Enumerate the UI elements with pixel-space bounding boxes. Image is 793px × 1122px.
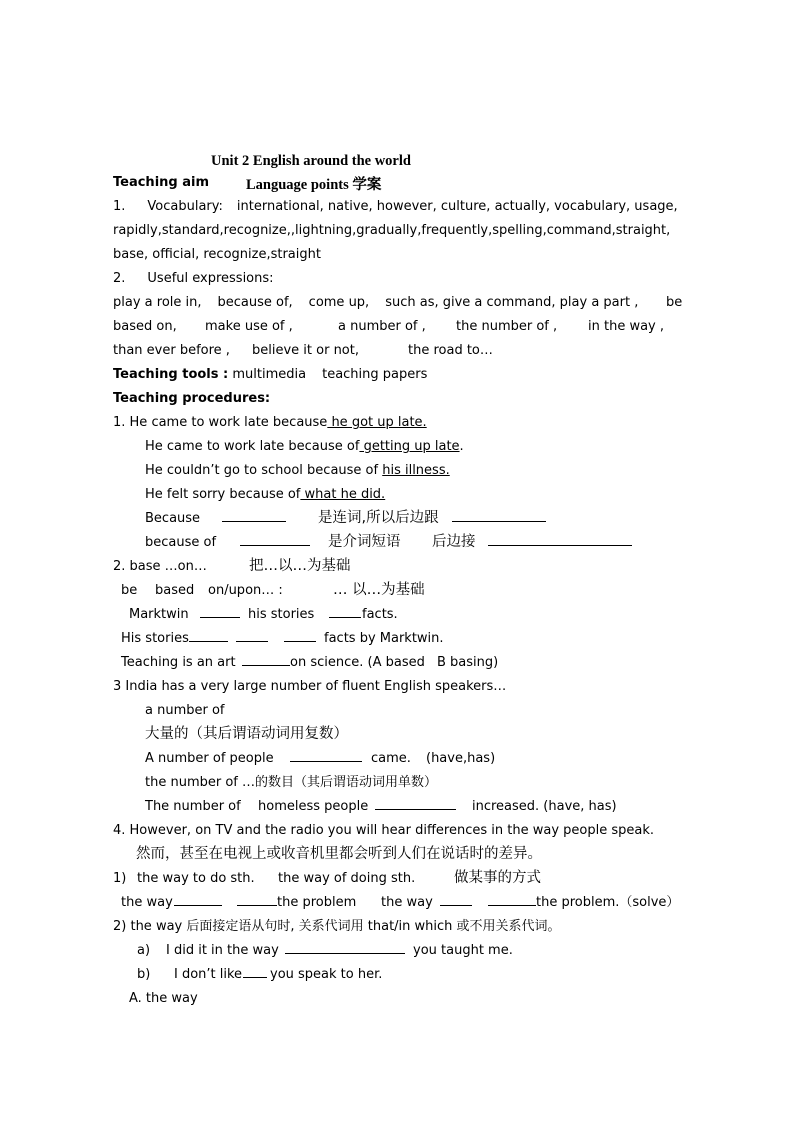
answer-blank[interactable] <box>240 532 310 546</box>
s1-line-6-note: 是介词短语 <box>328 534 401 550</box>
s4-blank-wrap <box>440 892 472 912</box>
answer-blank[interactable] <box>243 964 267 978</box>
s4-line-7-c: you speak to her. <box>270 967 383 982</box>
s3-line-5: the number of …的数目（其后谓语动词用单数） <box>145 775 437 790</box>
s1-line-5-blank-wrap <box>222 508 286 528</box>
answer-blank[interactable] <box>200 604 240 618</box>
answer-blank[interactable] <box>285 940 405 954</box>
s1-line-5-blank-wrap-2 <box>452 508 546 528</box>
vocab-number: 1. <box>113 199 126 214</box>
s2-line-2-b: based <box>155 583 195 598</box>
s3-line-4-b: came. <box>371 751 411 766</box>
vocab-words-1: international, native, however, culture, actually, vocabulary, usage, <box>236 199 678 214</box>
s2-blank-wrap <box>189 628 228 648</box>
s4-blank-wrap <box>237 892 277 912</box>
expression: believe it or not, <box>252 343 359 358</box>
useful-row-1 <box>113 294 638 312</box>
vocab-label: Vocabulary: <box>147 199 223 214</box>
s2-line-5-a: Teaching is an art <box>121 655 236 670</box>
teaching-procedures-label: Teaching procedures: <box>113 391 271 406</box>
s4-line-2: 然而，甚至在电视上或收音机里都会听到人们在说话时的差异。 <box>136 846 542 862</box>
s3-line-6-c: increased. (have, has) <box>472 799 617 814</box>
underlined-phrase: getting up late <box>359 439 460 454</box>
s4-line-7-b: I don’t like <box>174 967 243 982</box>
sentence-text: 1. He came to work late because <box>113 415 328 430</box>
s1-line-6-blank-wrap-2 <box>488 532 632 552</box>
vocab-words-2: rapidly,standard,recognize,,lightning,gradually,frequently,spelling,command,straight, <box>113 223 671 238</box>
s4-line-7-a: b) <box>137 967 151 982</box>
answer-blank[interactable] <box>440 892 472 906</box>
s4-line-1: 4. However, on TV and the radio you will hear differences in the way people speak. <box>113 823 654 838</box>
s4-line-4-a: the way <box>121 895 173 910</box>
s1-line-6: because of <box>145 535 217 550</box>
s3-line-2: a number of <box>145 703 225 718</box>
s4-blank-wrap <box>174 892 222 912</box>
document-title: Unit 2 English around the world <box>211 153 411 169</box>
s2-line-3-b: his stories <box>248 607 315 622</box>
sentence-text: . <box>459 439 464 454</box>
answer-blank[interactable] <box>452 508 546 522</box>
s1-line-6-note-2: 后边接 <box>432 534 476 550</box>
answer-blank[interactable] <box>488 892 536 906</box>
useful-label: Useful expressions: <box>147 271 274 286</box>
s4-line-3-a: 1) <box>113 871 127 886</box>
s4-blank-wrap <box>243 964 267 984</box>
s4-line-3-c: the way of doing sth. <box>278 871 416 886</box>
s3-blank-wrap <box>375 796 456 816</box>
expression: based on, <box>113 319 177 334</box>
s4-line-6-c: you taught me. <box>413 943 513 958</box>
sentence-text: Because <box>145 511 201 526</box>
answer-blank[interactable] <box>189 628 228 642</box>
s1-line-4 <box>145 486 385 504</box>
s3-line-3: 大量的（其后谓语动词用复数） <box>145 726 348 742</box>
s4-line-3-b: the way to do sth. <box>137 871 255 886</box>
s4-line-4-c: the way <box>381 895 433 910</box>
s2-line-2-c: on/upon… : <box>208 583 283 598</box>
teaching-tools-line <box>113 366 427 384</box>
document-subtitle: Language points 学案 <box>246 177 382 193</box>
expression: be <box>666 295 683 310</box>
sentence-text: He came to work late because of <box>145 439 360 454</box>
answer-blank[interactable] <box>237 892 277 906</box>
s1-line-5-note: 是连词,所以后边跟 <box>318 510 439 526</box>
s4-line-4-d: the problem.（solve） <box>536 895 680 910</box>
sentence-text: He couldn’t go to school because of <box>145 463 383 478</box>
expression: the road to… <box>408 343 493 358</box>
vocab-words-3: base, official, recognize,straight <box>113 247 321 262</box>
s3-line-6-b: homeless people <box>258 799 369 814</box>
expression: come up, <box>308 295 370 310</box>
answer-blank[interactable] <box>375 796 456 810</box>
expression: because of, <box>217 295 293 310</box>
s3-line-4-c: (have,has) <box>426 751 496 766</box>
s2-line-1-note: 把…以…为基础 <box>249 558 351 574</box>
expression: such as, give a command, play a part , <box>385 295 639 310</box>
s2-line-4-a: His stories <box>121 631 189 646</box>
answer-blank[interactable] <box>222 508 286 522</box>
answer-blank[interactable] <box>488 532 632 546</box>
s2-line-5-b: on science. (A based <box>290 655 425 670</box>
teaching-tools-label: Teaching tools : <box>113 367 229 382</box>
expression: the number of , <box>456 319 558 334</box>
answer-blank[interactable] <box>284 628 316 642</box>
vocab-line-1 <box>113 198 678 216</box>
expression: play a role in, <box>113 295 202 310</box>
s4-line-6-a: a) <box>137 943 151 958</box>
s3-line-1: 3 India has a very large number of fluent English speakers… <box>113 679 507 694</box>
teaching-tools-item: multimedia <box>232 367 307 382</box>
s2-blank-wrap <box>200 604 240 624</box>
s1-line-2 <box>145 438 464 456</box>
answer-blank[interactable] <box>290 748 362 762</box>
underlined-phrase: his illness. <box>382 463 450 478</box>
expression: a number of , <box>338 319 426 334</box>
answer-blank[interactable] <box>174 892 222 906</box>
s2-blank-wrap <box>329 604 361 624</box>
s3-blank-wrap <box>290 748 362 768</box>
sentence-text: He felt sorry because of <box>145 487 301 502</box>
underlined-phrase: what he did. <box>300 487 386 502</box>
teaching-tools-item: teaching papers <box>322 367 428 382</box>
s2-blank-wrap <box>236 628 268 648</box>
s4-line-8: A. the way <box>129 991 198 1006</box>
s3-line-4-a: A number of people <box>145 751 274 766</box>
s1-line-5 <box>145 510 200 528</box>
expression: make use of , <box>205 319 293 334</box>
expression: than ever before , <box>113 343 230 358</box>
teaching-aim-label: Teaching aim <box>113 175 210 190</box>
s4-line-5: 2) the way 后面接定语从句时, 关系代词用 that/in which 或不用关系代词。 <box>113 919 561 934</box>
s2-line-3-c: facts. <box>362 607 398 622</box>
answer-blank[interactable] <box>242 652 290 666</box>
answer-blank[interactable] <box>329 604 361 618</box>
useful-heading <box>113 270 274 288</box>
s2-line-2-a: be <box>121 583 138 598</box>
s4-blank-wrap <box>285 940 405 960</box>
expression: in the way , <box>588 319 665 334</box>
s2-blank-wrap <box>284 628 316 648</box>
useful-number: 2. <box>113 271 126 286</box>
s2-line-3-a: Marktwin <box>129 607 189 622</box>
s1-line-3 <box>145 462 450 480</box>
s2-line-4-b: facts by Marktwin. <box>324 631 444 646</box>
s2-line-5-c: B basing) <box>437 655 499 670</box>
s4-blank-wrap <box>488 892 536 912</box>
s4-line-3-d: 做某事的方式 <box>454 870 541 886</box>
underlined-phrase: he got up late. <box>327 415 427 430</box>
answer-blank[interactable] <box>236 628 268 642</box>
s3-line-6-a: The number of <box>145 799 241 814</box>
s2-line-2-note: … 以…为基础 <box>333 582 425 598</box>
s4-line-6-b: I did it in the way <box>166 943 279 958</box>
s1-line-1 <box>113 414 427 432</box>
s1-line-6-blank-wrap <box>240 532 310 552</box>
s2-line-1: 2. base …on… <box>113 559 207 574</box>
s2-blank-wrap <box>242 652 290 672</box>
s4-line-4-b: the problem <box>277 895 357 910</box>
